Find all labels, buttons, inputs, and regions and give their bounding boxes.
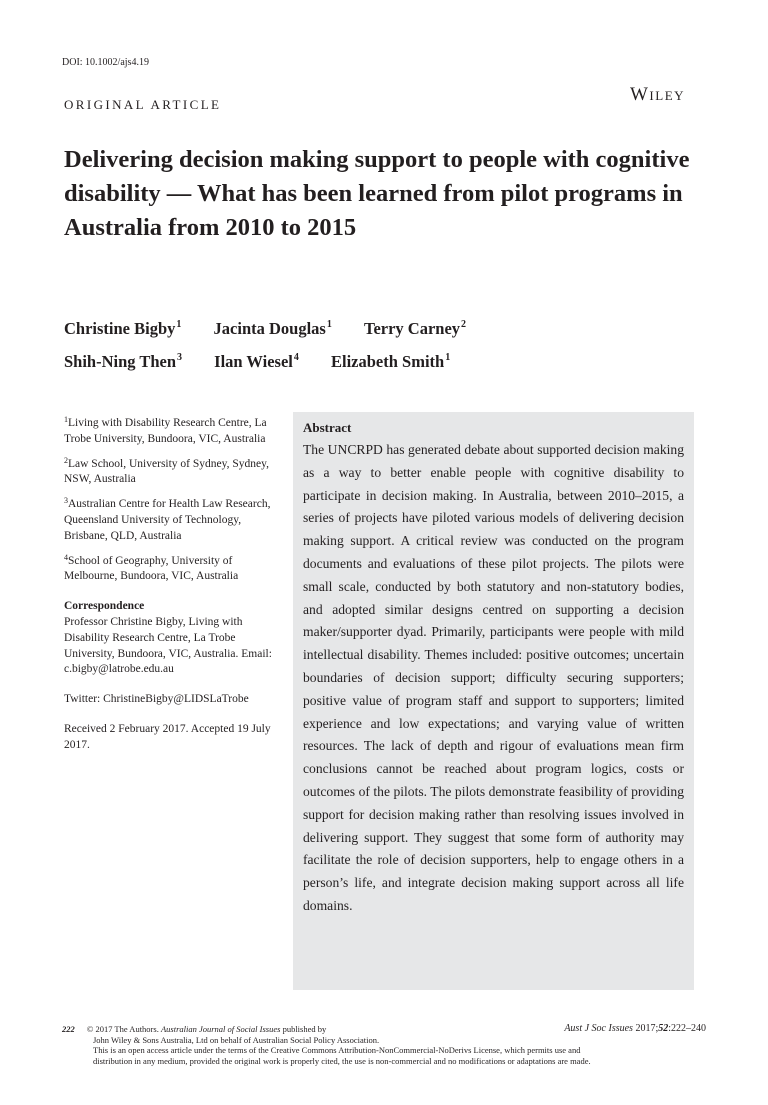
- author[interactable]: Ilan Wiesel$^4$: [214, 352, 299, 371]
- copyright-publisher: published by: [282, 1024, 327, 1034]
- affiliation: $^3$Australian Centre for Health Law Research, Queensland University of Technology, Brisbane, QLD, Australia: [64, 496, 271, 542]
- doi: DOI: 10.1002/ajs4.19: [62, 57, 149, 68]
- affiliation: $^4$School of Geography, University of Melbourne, Bundoora, VIC, Australia: [64, 552, 239, 583]
- abstract-text: The UNCRPD has generated debate about supported decision making as a way to better enable people with cognitive disability to participate in decision making. In Australia, between 2010–2015, a series of projects have piloted various models of delivering decision making support. A critical review was conducted on the program documents and evaluations of these pilot projects. The pilots were small scale, conducted by both statutory and non-statutory bodies, and adopted similar designs centred on supporting a decision maker/supporter dyad. Primarily, participants were people with mild intellectual disability. Themes included: positive outcomes; uncertain boundaries of decision support; difficulty securing supporters; positive value of program staff and support to supporters; limited experience and low expectations; and varying value of written resources. The lack of depth and rigour of evaluations mean firm conclusions cannot be reached about program logics, costs or outcomes of the pilots. The pilots demonstrate feasibility of providing support for decision making rather than resolving issues involved in delivering support. They suggest that some form of authority may facilitate the role of decision supporters, help to engage others in a person’s life, and integrate decision making support across all life domains.: [303, 442, 684, 913]
- footer-publisher-line: John Wiley & Sons Australia, Ltd on behalf of Australian Social Policy Association.: [93, 1034, 380, 1045]
- affiliation: $^2$Law School, University of Sydney, Sydney, NSW, Australia: [64, 455, 270, 486]
- author[interactable]: Jacinta Douglas$^1$: [213, 319, 332, 338]
- correspondence-text: Professor Christine Bigby, Living with Disability Research Centre, La Trobe University, Bundoora, VIC, Australia. Email: c.bigby@latrobe.edu.au: [64, 615, 272, 676]
- article-type-label: ORIGINAL ARTICLE: [64, 97, 222, 112]
- author[interactable]: Christine Bigby$^1$: [64, 319, 182, 338]
- abstract-heading: Abstract: [303, 420, 352, 435]
- footer-license-line: This is an open access article under the terms of the Creative Commons Attribution-NonCommercial-NoDerivs License, which permits use and: [93, 1045, 581, 1056]
- correspondence-label: Correspondence: [64, 600, 145, 613]
- received-dates: Received 2 February 2017. Accepted 19 July 2017.: [64, 722, 271, 751]
- author[interactable]: Shih-Ning Then$^3$: [64, 352, 183, 371]
- authors-row-2: [64, 352, 478, 372]
- twitter-handle[interactable]: Twitter: ChristineBigby@LIDSLaTrobe: [64, 693, 249, 706]
- affiliation: $^1$Living with Disability Research Centre, La Trobe University, Bundoora, VIC, Australia: [64, 415, 267, 445]
- article-sidebar: [64, 412, 286, 754]
- copyright-text: © 2017 The Authors.: [86, 1024, 159, 1034]
- citation: Aust J Soc Issues 2017;52:222–240: [564, 1023, 706, 1034]
- authors-row-1: [64, 319, 494, 339]
- author[interactable]: Elizabeth Smith$^1$: [331, 352, 451, 371]
- publisher-logo: Wiley: [630, 84, 686, 105]
- abstract-box: [293, 412, 694, 990]
- journal-name: Australian Journal of Social Issues: [160, 1024, 281, 1034]
- author[interactable]: Terry Carney$^2$: [363, 319, 467, 338]
- page-footer: [62, 1024, 706, 1066]
- page-number: 222: [62, 1024, 75, 1034]
- footer-license-line: distribution in any medium, provided the original work is properly cited, the use is non-commercial and no modifications or adaptations are made.: [93, 1055, 591, 1066]
- article-title: Delivering decision making support to people with cognitive disability — What has been learned from pilot programs in Australia from 2010 to 2015: [64, 146, 690, 241]
